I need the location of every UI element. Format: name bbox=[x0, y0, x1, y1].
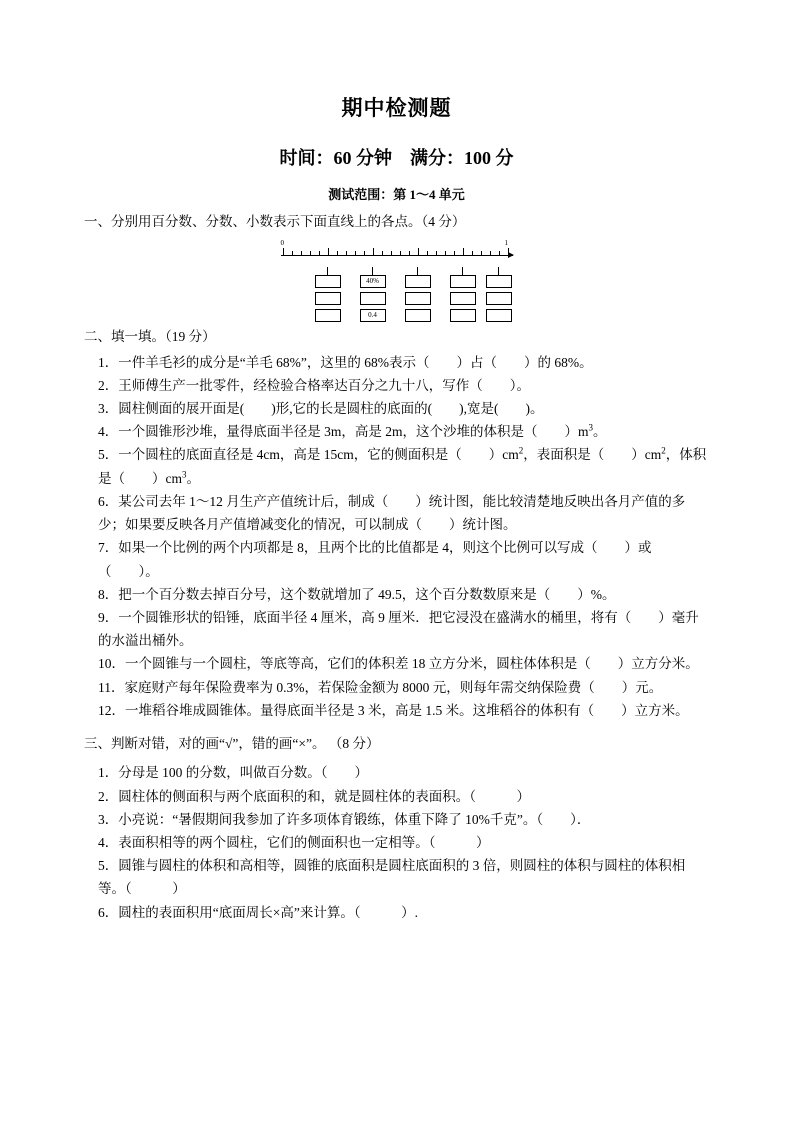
question-item: 10．一个圆锥与一个圆柱，等底等高，它们的体积差 18 立方分米，圆柱体体积是（ ）立方分米。 bbox=[98, 656, 699, 672]
answer-box[interactable] bbox=[315, 292, 341, 305]
answer-box[interactable] bbox=[315, 275, 341, 288]
answer-box[interactable] bbox=[450, 309, 476, 322]
axis-line bbox=[281, 255, 513, 256]
answer-column-4 bbox=[450, 267, 476, 326]
section-2-heading: 二、填一填。（19 分） bbox=[84, 329, 216, 345]
answer-box[interactable] bbox=[360, 292, 386, 305]
answer-box[interactable] bbox=[486, 309, 512, 322]
question-item: 6．圆柱的表面积用“底面周长×高”来计算。（ ）. bbox=[98, 904, 418, 920]
question-item: 5．圆锥与圆柱的体积和高相等，圆锥的底面积是圆柱底面积的 3 倍，则圆柱的体积与圆柱的体积相等。（ ） bbox=[98, 858, 686, 897]
section-1-heading: 一、分别用百分数、分数、小数表示下面直线上的各点。（4 分） bbox=[84, 214, 466, 229]
answer-box-decimal[interactable]: 0.4 bbox=[360, 309, 386, 322]
question-item: 8．把一个百分数去掉百分号，这个数就增加了 49.5，这个百分数数原来是（ ）%。 bbox=[98, 586, 616, 602]
exam-scope-line: 测试范围：第 1～4 单元 bbox=[328, 187, 465, 202]
question-item: 9．一个圆锥形状的铅锤，底面半径 4 厘米，高 9 厘米．把它浸没在盛满水的桶里，将有（ ）毫升的水溢出桶外。 bbox=[98, 609, 699, 649]
question-item: 1．分母是 100 的分数，叫做百分数。（ ） bbox=[98, 765, 368, 781]
section-3-heading: 三、判断对错，对的画“√”，错的画“×”。 （8 分） bbox=[84, 736, 380, 752]
question-item: 3．小亮说：“暑假期间我参加了许多项体育锻练，体重下降了 10%千克”。（ ）． bbox=[98, 811, 591, 827]
answer-column-1 bbox=[315, 267, 341, 326]
answer-column-3 bbox=[405, 267, 431, 326]
question-item: 11．家庭财产每年保险费率为 0.3%，若保险金额为 8000 元，则每年需交纳保险费（ ）元。 bbox=[98, 679, 663, 695]
section-3-items bbox=[84, 761, 709, 924]
question-item: 12．一堆稻谷堆成圆锥体。量得底面半径是 3 米，高是 1.5 米。这堆稻谷的体积有（ ）立方米。 bbox=[98, 702, 689, 718]
answer-box[interactable] bbox=[315, 309, 341, 322]
answer-box[interactable] bbox=[450, 292, 476, 305]
question-item: 3．圆柱侧面的展开面是( )形,它的长是圆柱的底面的( ),宽是( )。 bbox=[98, 400, 544, 416]
exam-meta-line: 时间：60 分钟 满分：100 分 bbox=[279, 148, 514, 168]
answer-box-percent[interactable]: 40% bbox=[360, 275, 386, 288]
answer-box[interactable] bbox=[486, 292, 512, 305]
answer-box[interactable] bbox=[405, 309, 431, 322]
number-line-figure bbox=[280, 239, 513, 320]
answer-box[interactable] bbox=[450, 275, 476, 288]
question-item: 1．一件羊毛衫的成分是“羊毛 68%”，这里的 68%表示（ ）占（ ）的 68%。 bbox=[98, 354, 593, 370]
answer-box[interactable] bbox=[405, 292, 431, 305]
question-item: 4．表面积相等的两个圆柱，它们的侧面积也一定相等。（ ） bbox=[98, 834, 490, 850]
answer-column-5 bbox=[486, 267, 512, 326]
answer-column-2 bbox=[360, 267, 386, 326]
question-item: 7．如果一个比例的两个内项都是 8，且两个比的比值都是 4，则这个比例可以写成（ ）或（ ）。 bbox=[98, 540, 652, 579]
question-item: 5．一个圆柱的底面直径是 4cm，高是 15cm，它的侧面积是（ ）$cm^2$，表面积是（ ）$cm^2$，体积是（ ）$cm^3$。 bbox=[98, 445, 707, 486]
question-item: 2．王师傅生产一批零件，经检验合格率达百分之九十八，写作（ ）。 bbox=[98, 377, 530, 393]
page-title: 期中检测题 bbox=[341, 96, 452, 120]
question-item: 6．某公司去年 1～12 月生产产值统计后，制成（ ）统计图，能比较清楚地反映出各月产值的多少；如果要反映各月产值增减变化的情况，可以制成（ ）统计图。 bbox=[98, 493, 686, 533]
axis-label-left: 0 bbox=[280, 239, 284, 248]
axis-label-right: 1 bbox=[504, 239, 508, 248]
number-line-axis bbox=[280, 239, 513, 263]
question-item: 4．一个圆锥形沙堆，量得底面半径是 3m，高是 2m，这个沙堆的体积是（ ）$m^3$。 bbox=[98, 422, 607, 440]
answer-box[interactable] bbox=[486, 275, 512, 288]
answer-box[interactable] bbox=[405, 275, 431, 288]
section-2-items bbox=[84, 351, 709, 723]
question-item: 2．圆柱体的侧面积与两个底面积的和，就是圆柱体的表面积。（ ） bbox=[98, 788, 530, 804]
